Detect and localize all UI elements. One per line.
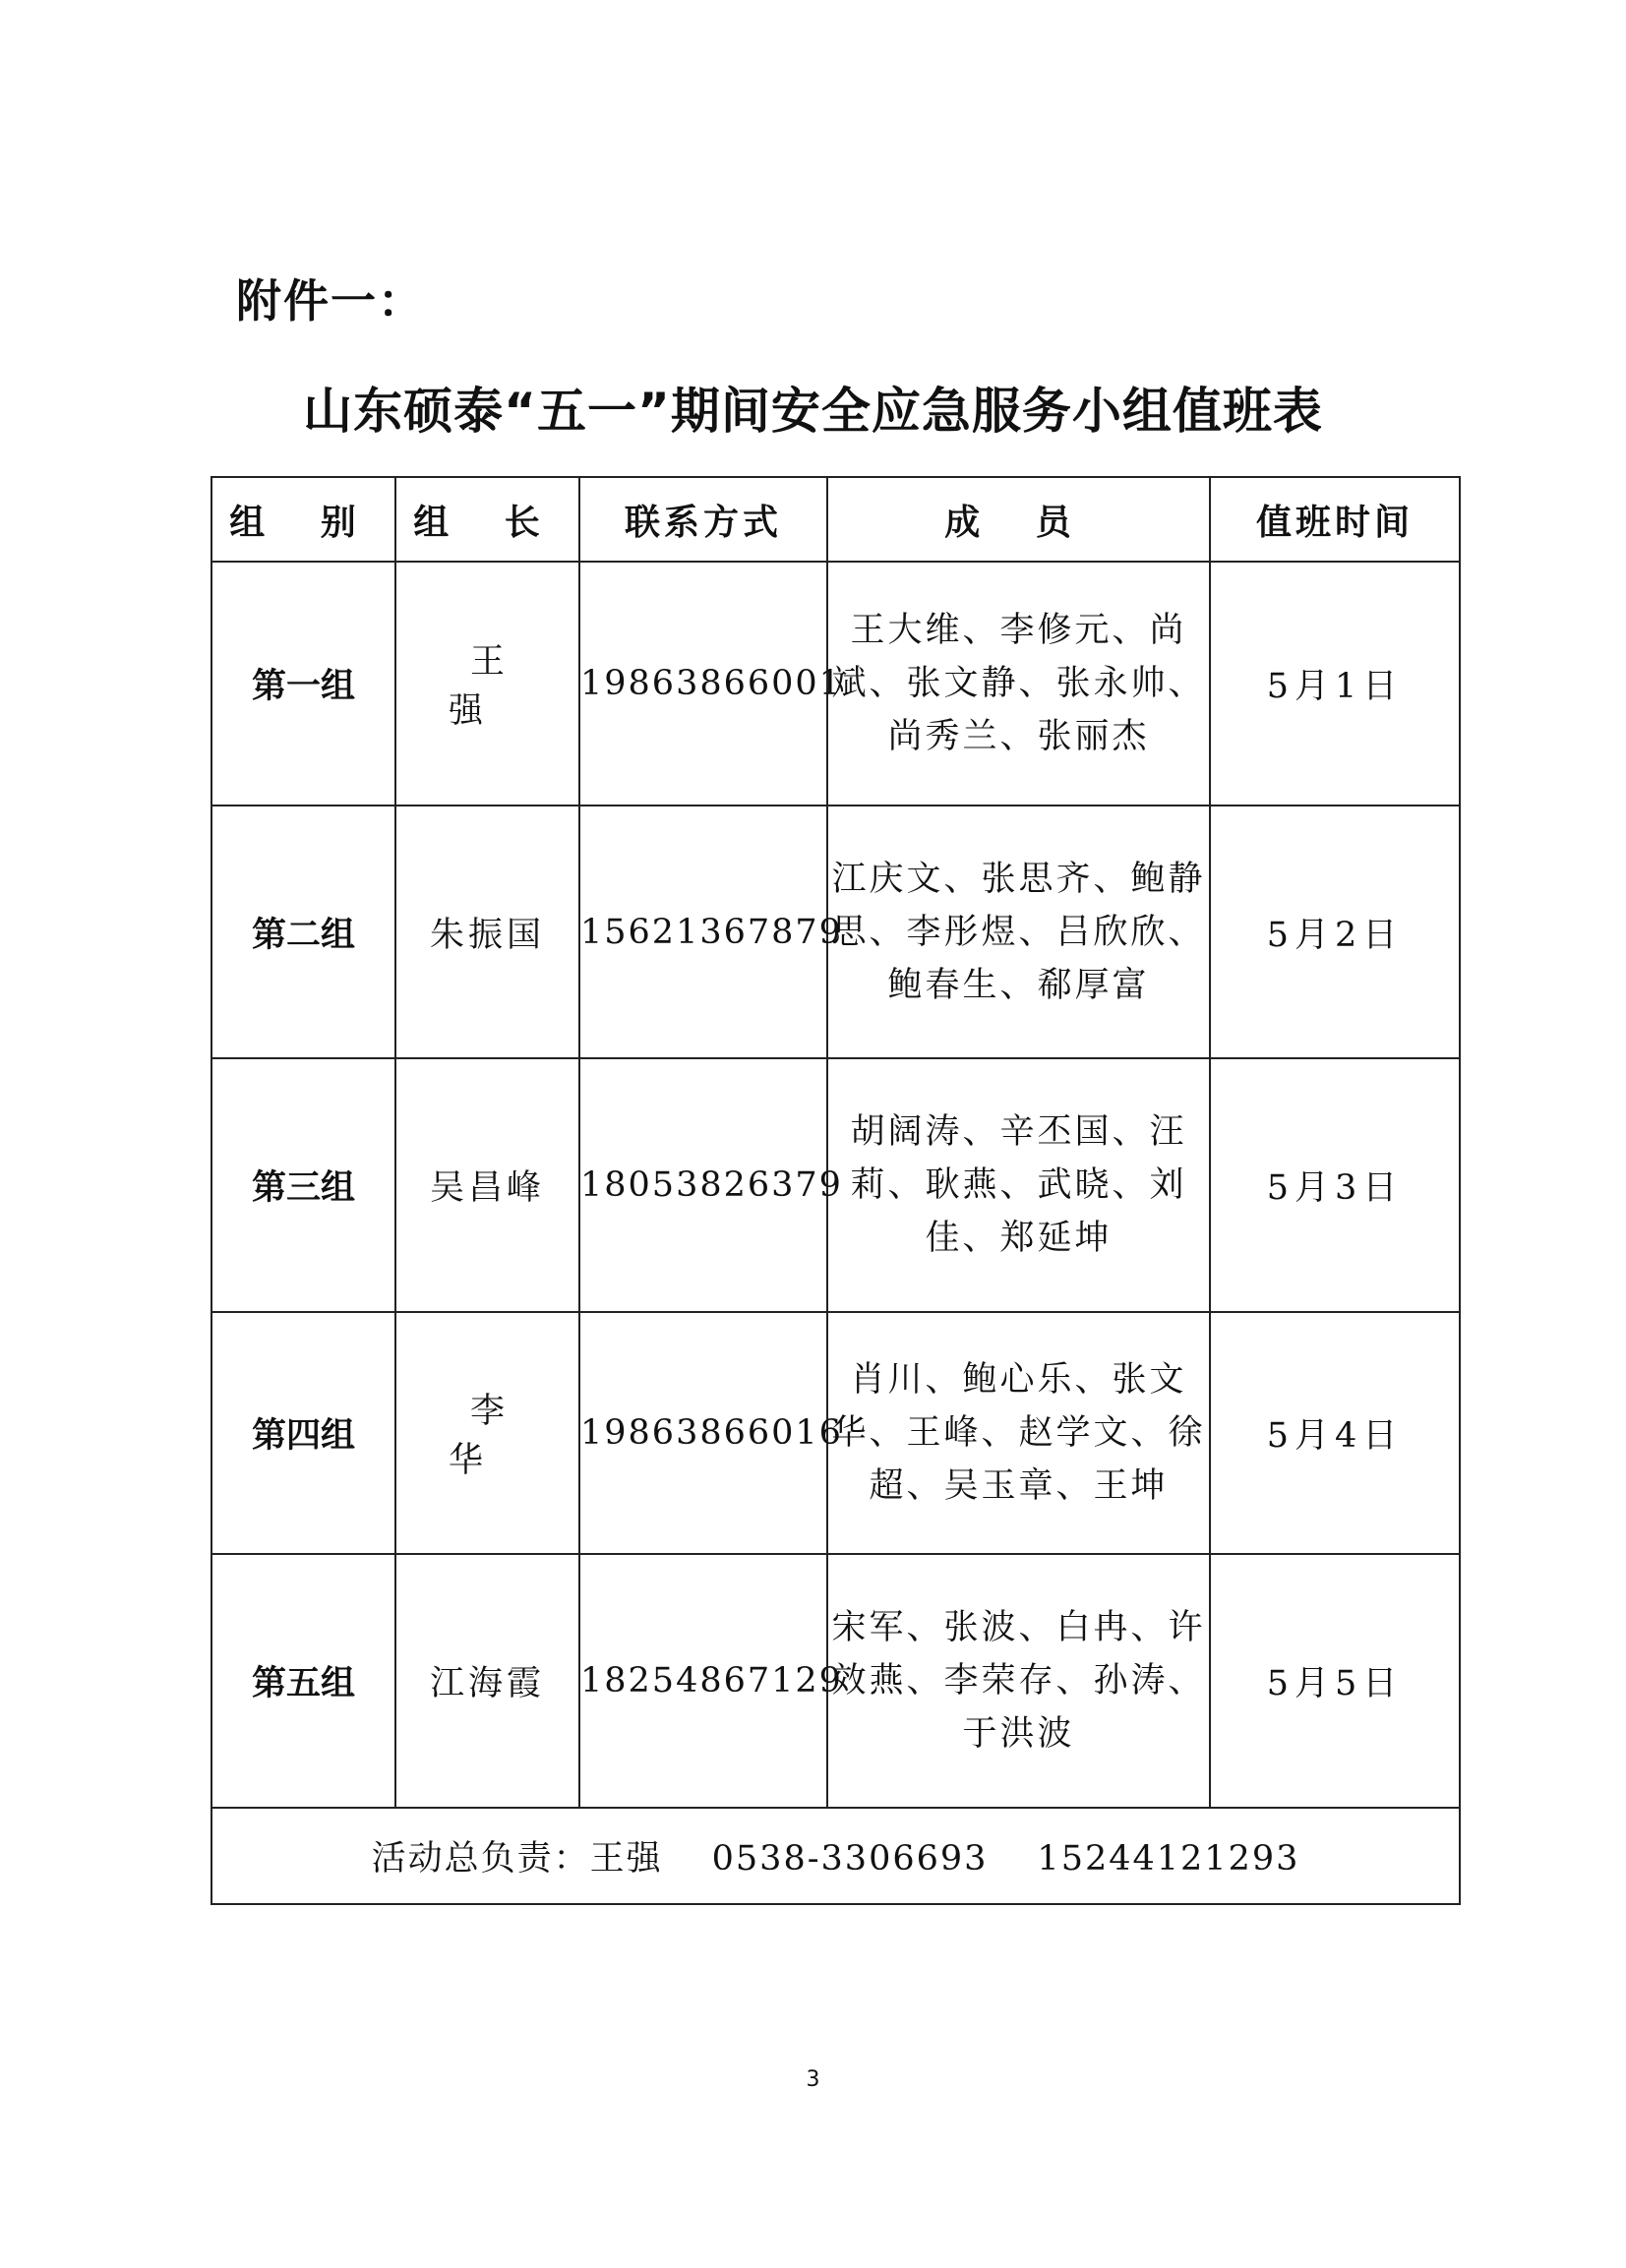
- group-cell: 第一组: [211, 562, 395, 806]
- group-cell: 第四组: [211, 1312, 395, 1554]
- phone-cell: 18254867129: [579, 1554, 827, 1808]
- table-row: [211, 1312, 1460, 1554]
- members-cell: 王大维、李修元、尚斌、张文静、张永帅、尚秀兰、张丽杰: [827, 562, 1210, 806]
- members-cell: 宋军、张波、白冉、许效燕、李荣存、孙涛、于洪波: [827, 1554, 1210, 1808]
- members-cell: 肖川、鲍心乐、张文华、王峰、赵学文、徐超、吴玉章、王坤: [827, 1312, 1210, 1554]
- group-cell: 第五组: [211, 1554, 395, 1808]
- footer-mobile-phone: 15244121293: [1037, 1839, 1300, 1879]
- table-row: [211, 1058, 1460, 1312]
- date-cell: 5月3日: [1210, 1058, 1460, 1312]
- leader-cell: 朱振国: [395, 806, 579, 1058]
- phone-cell: 19863866016: [579, 1312, 827, 1554]
- table-row: [211, 1554, 1460, 1808]
- table-footer-row: [211, 1808, 1460, 1904]
- page-number: 3: [806, 2067, 820, 2092]
- header-contact: 联系方式: [579, 477, 827, 562]
- phone-cell: 19863866001: [579, 562, 827, 806]
- table-row: [211, 806, 1460, 1058]
- date-cell: 5月4日: [1210, 1312, 1460, 1554]
- leader-cell: 吴昌峰: [395, 1058, 579, 1312]
- table-header-row: [211, 477, 1460, 562]
- footer-responsible-label: 活动总负责：王强: [371, 1839, 663, 1879]
- header-duty-time: 值班时间: [1210, 477, 1460, 562]
- footer-office-phone: 0538-3306693: [711, 1839, 989, 1879]
- phone-cell: 18053826379: [579, 1058, 827, 1312]
- members-cell: 胡阔涛、辛丕国、汪莉、耿燕、武晓、刘佳、郑延坤: [827, 1058, 1210, 1312]
- footer-cell: [211, 1808, 1460, 1904]
- header-group: 组 别: [211, 477, 395, 562]
- leader-cell: 江海霞: [395, 1554, 579, 1808]
- leader-cell: 李华: [395, 1312, 579, 1554]
- date-cell: 5月5日: [1210, 1554, 1460, 1808]
- header-members: 成 员: [827, 477, 1210, 562]
- members-cell: 江庆文、张思齐、鲍静思、李彤煜、吕欣欣、鲍春生、郗厚富: [827, 806, 1210, 1058]
- date-cell: 5月1日: [1210, 562, 1460, 806]
- phone-cell: 15621367879: [579, 806, 827, 1058]
- header-leader: 组 长: [395, 477, 579, 562]
- table-row: [211, 562, 1460, 806]
- duty-roster-table: [211, 476, 1461, 1905]
- group-cell: 第三组: [211, 1058, 395, 1312]
- leader-cell: 王强: [395, 562, 579, 806]
- attachment-label: 附件一：: [236, 274, 425, 328]
- document-title: 山东硕泰“五一”期间安全应急服务小组值班表: [303, 383, 1323, 440]
- group-cell: 第二组: [211, 806, 395, 1058]
- date-cell: 5月2日: [1210, 806, 1460, 1058]
